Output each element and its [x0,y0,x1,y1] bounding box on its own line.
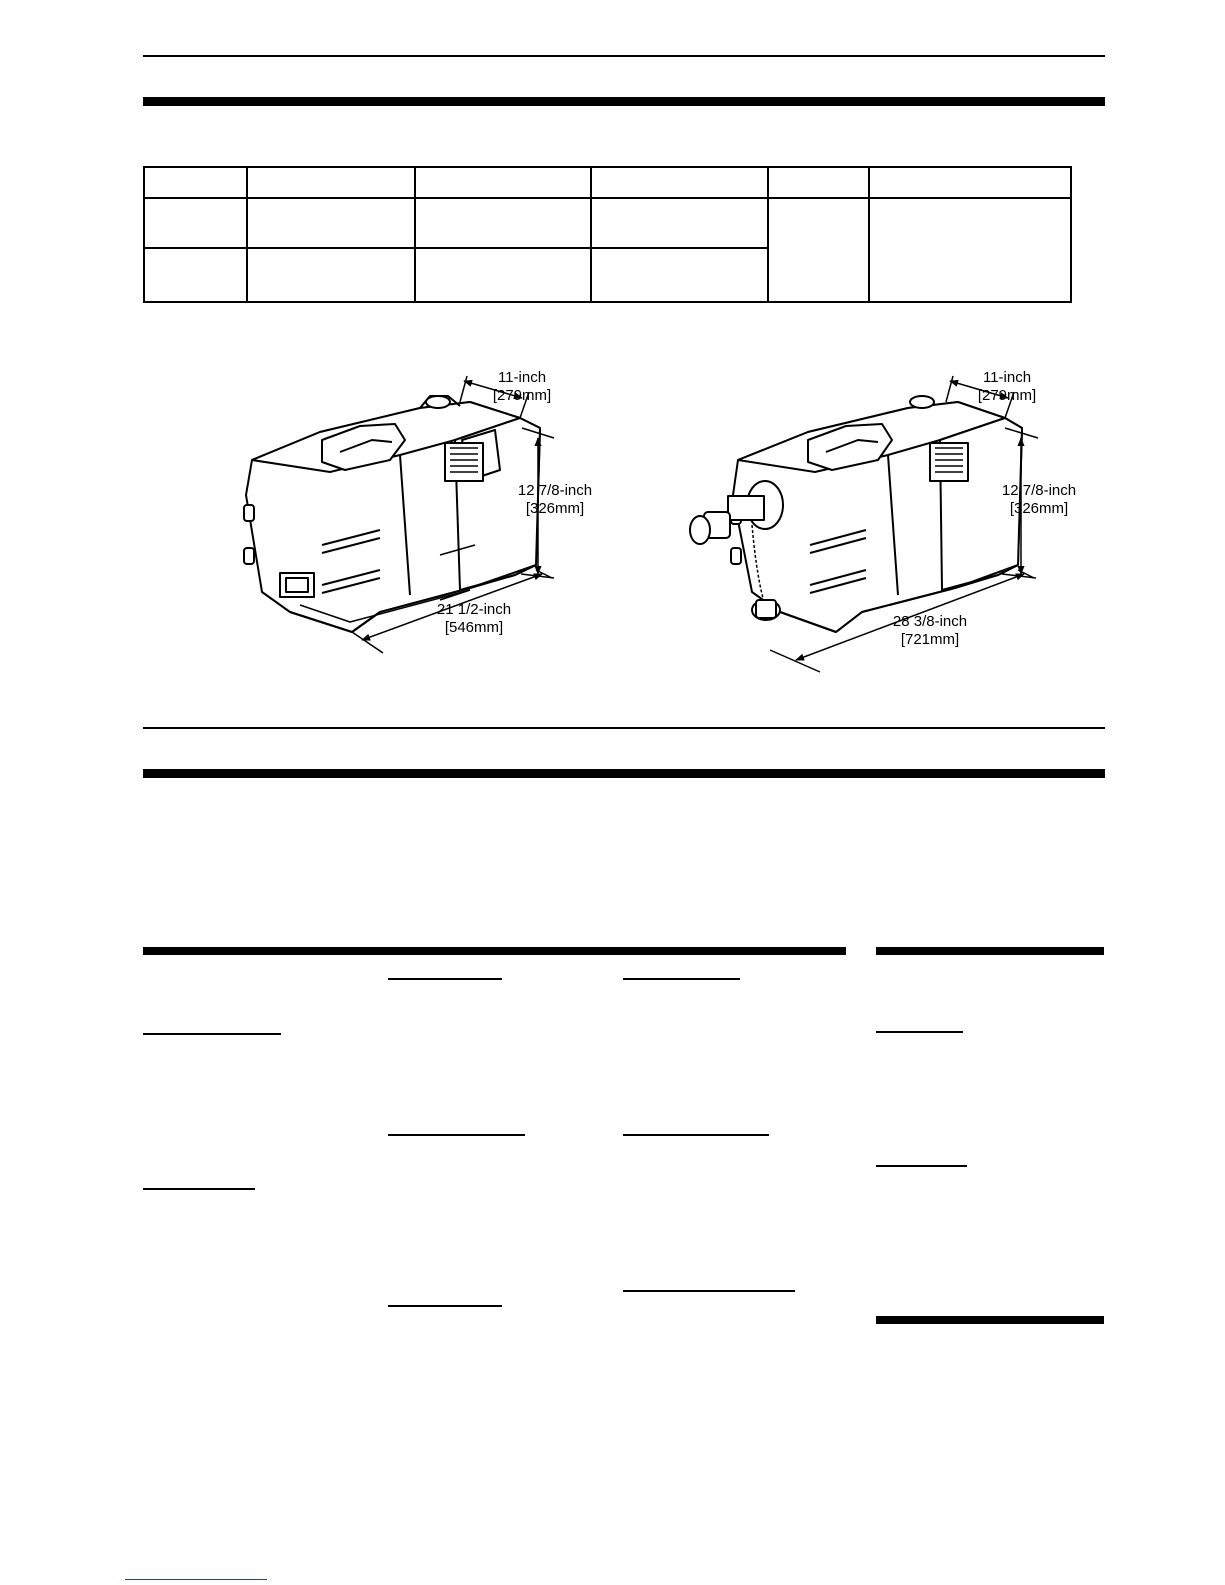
col2-heading-underline [388,1305,502,1307]
col3-heading-underline [623,1134,769,1136]
sidebar-heading-underline [876,1031,963,1033]
col1-heading-underline [143,1033,281,1035]
right-height-label: 12 7/8-inch [326mm] [1001,482,1077,517]
sidebar-heading-underline [876,1165,967,1167]
sidebar-rule-top [876,947,1104,955]
unit-drawing-left [244,396,540,632]
left-width-label: 11-inch [279mm] [492,369,552,404]
unit-dimension-figure [0,0,1225,720]
col3-heading-underline [623,1290,795,1292]
columns-rule-main [143,947,846,955]
section-rule-thin [143,727,1105,729]
right-width-label: 11-inch [279mm] [977,369,1037,404]
unit-drawing-right [690,396,1022,632]
section-rule-middle [143,769,1105,778]
right-length-label: 28 3/8-inch [721mm] [892,613,968,648]
col2-heading-underline [388,978,502,980]
col1-heading-underline [143,1188,255,1190]
left-length-label: 21 1/2-inch [546mm] [436,601,512,636]
col3-heading-underline [623,978,740,980]
col2-heading-underline [388,1134,525,1136]
left-height-label: 12 7/8-inch [326mm] [517,482,593,517]
footer-link[interactable] [125,1579,267,1580]
sidebar-rule-bottom [876,1316,1104,1324]
